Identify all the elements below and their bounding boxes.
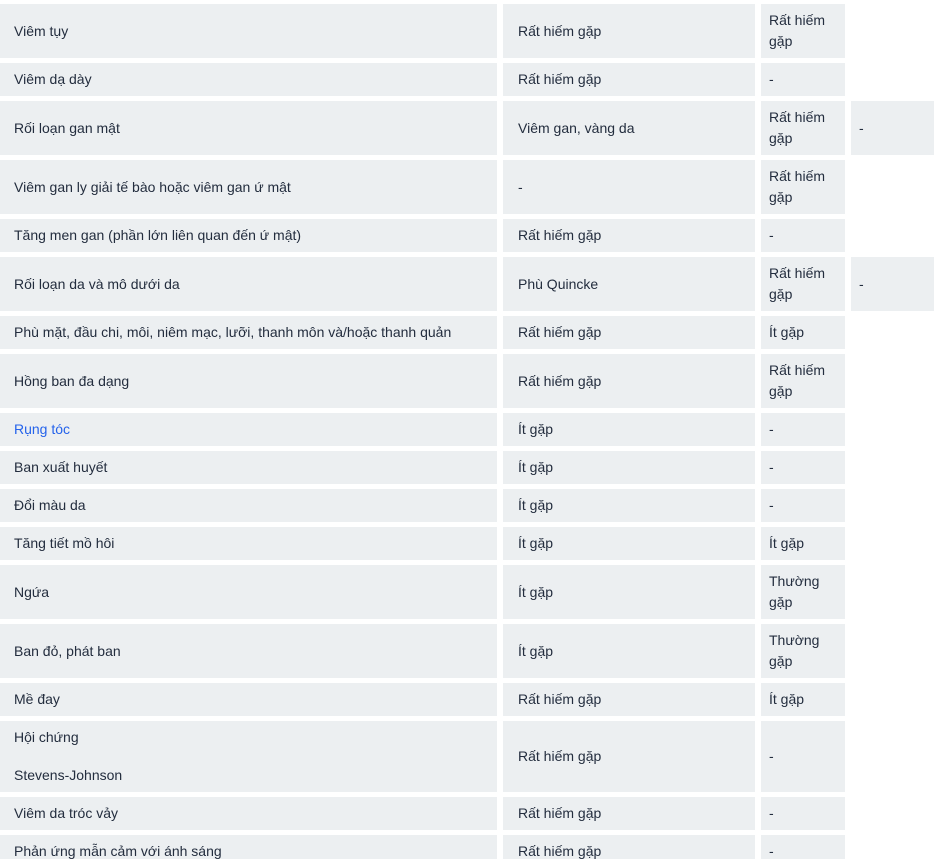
frequency-cell-1: Ít gặp (503, 451, 755, 484)
frequency-cell-3 (851, 527, 934, 560)
frequency-cell-2: - (761, 489, 845, 522)
frequency-cell-1: Rất hiếm gặp (503, 219, 755, 252)
frequency-cell-2: Rất hiếm gặp (761, 101, 845, 155)
table-row (0, 835, 934, 859)
effect-name-cell (0, 624, 497, 678)
effect-name-cell (0, 101, 497, 155)
frequency-cell-3: - (851, 101, 934, 155)
table-row (0, 354, 934, 408)
table-row (0, 316, 934, 349)
effect-name-text: Rối loạn da và mô dưới da (14, 275, 180, 292)
table-row (0, 257, 934, 311)
frequency-cell-1: Rất hiếm gặp (503, 354, 755, 408)
frequency-cell-3 (851, 835, 934, 859)
effect-name-text (14, 419, 70, 440)
effect-name-text: Viêm dạ dày (14, 71, 92, 87)
frequency-cell-2: Ít gặp (761, 316, 845, 349)
frequency-cell-2: - (761, 63, 845, 96)
frequency-cell-1: Rất hiếm gặp (503, 63, 755, 96)
table-row (0, 721, 934, 792)
effect-name-cell (0, 451, 497, 484)
frequency-cell-1: Rất hiếm gặp (503, 316, 755, 349)
frequency-cell-1: Ít gặp (503, 565, 755, 619)
frequency-cell-2: - (761, 451, 845, 484)
effect-name-text: Viêm gan ly giải tế bào hoặc viêm gan ứ mật (14, 178, 291, 195)
table-row (0, 413, 934, 446)
frequency-cell-2: - (761, 797, 845, 830)
effect-name-cell (0, 63, 497, 96)
effect-name-cell (0, 219, 497, 252)
frequency-cell-1: Rất hiếm gặp (503, 4, 755, 58)
table-row (0, 219, 934, 252)
effect-name-text: Ban xuất huyết (14, 459, 108, 475)
frequency-cell-2: Rất hiếm gặp (761, 4, 845, 58)
frequency-cell-1: Rất hiếm gặp (503, 835, 755, 859)
table-row (0, 797, 934, 830)
frequency-cell-3 (851, 624, 934, 678)
frequency-cell-1: Ít gặp (503, 489, 755, 522)
frequency-cell-3 (851, 413, 934, 446)
effect-name-cell (0, 721, 497, 792)
frequency-cell-3 (851, 160, 934, 214)
effect-name-cell (0, 489, 497, 522)
effect-name-text: Mề đay (14, 691, 60, 707)
frequency-cell-2: Rất hiếm gặp (761, 257, 845, 311)
frequency-cell-2: - (761, 835, 845, 859)
frequency-cell-1: Ít gặp (503, 413, 755, 446)
frequency-cell-1: - (503, 160, 755, 214)
effect-name-cell (0, 316, 497, 349)
effect-name-text: Stevens-Johnson (14, 767, 123, 783)
frequency-cell-3 (851, 4, 934, 58)
effect-name-text: Tăng tiết mồ hôi (14, 535, 115, 551)
frequency-cell-2: Ít gặp (761, 527, 845, 560)
frequency-cell-3 (851, 683, 934, 716)
effect-name-text: Tăng men gan (phần lớn liên quan đến ứ mật) (14, 227, 302, 243)
effect-name-text: Viêm tụy (14, 22, 69, 39)
frequency-cell-2: Rất hiếm gặp (761, 354, 845, 408)
effect-name-cell (0, 683, 497, 716)
effect-name-cell (0, 835, 497, 859)
frequency-cell-3 (851, 63, 934, 96)
effect-name-cell (0, 565, 497, 619)
effect-name-cell (0, 160, 497, 214)
effect-name-text: Hội chứng (14, 729, 79, 745)
frequency-cell-2: - (761, 219, 845, 252)
effect-name-text: Ban đỏ, phát ban (14, 642, 121, 659)
frequency-cell-3 (851, 451, 934, 484)
frequency-cell-3 (851, 565, 934, 619)
frequency-cell-2: - (761, 721, 845, 792)
frequency-cell-1: Ít gặp (503, 624, 755, 678)
effect-name-text: Rối loạn gan mật (14, 119, 120, 136)
frequency-cell-2: Rất hiếm gặp (761, 160, 845, 214)
frequency-cell-3 (851, 489, 934, 522)
effect-name-text: Phản ứng mẫn cảm với ánh sáng (14, 843, 222, 859)
effect-name-cell (0, 4, 497, 58)
table-row (0, 63, 934, 96)
frequency-cell-1: Ít gặp (503, 527, 755, 560)
effect-name-text: Ngứa (14, 583, 50, 600)
table-row (0, 4, 934, 58)
table-row (0, 624, 934, 678)
effect-name-cell (0, 797, 497, 830)
frequency-cell-2: Thường gặp (761, 624, 845, 678)
table-row (0, 565, 934, 619)
frequency-cell-1: Rất hiếm gặp (503, 721, 755, 792)
effect-link[interactable]: Rụng tóc (14, 421, 71, 437)
effect-name-cell (0, 527, 497, 560)
effect-name-cell (0, 257, 497, 311)
frequency-cell-3 (851, 219, 934, 252)
frequency-cell-1: Rất hiếm gặp (503, 683, 755, 716)
table-row (0, 160, 934, 214)
frequency-cell-1: Phù Quincke (503, 257, 755, 311)
table-row (0, 489, 934, 522)
frequency-cell-3 (851, 721, 934, 792)
frequency-cell-3 (851, 354, 934, 408)
frequency-cell-3 (851, 316, 934, 349)
effect-name-text: Phù mặt, đầu chi, môi, niêm mạc, lưỡi, thanh môn và/hoặc thanh quản (14, 324, 452, 340)
table-row (0, 101, 934, 155)
effect-name-cell (0, 413, 497, 446)
frequency-cell-2: Thường gặp (761, 565, 845, 619)
effect-name-cell (0, 354, 497, 408)
effect-name-text: Đổi màu da (14, 497, 86, 513)
frequency-cell-2: - (761, 413, 845, 446)
frequency-cell-3 (851, 797, 934, 830)
frequency-cell-2: Ít gặp (761, 683, 845, 716)
table-row (0, 683, 934, 716)
table-row (0, 451, 934, 484)
frequency-cell-1: Rất hiếm gặp (503, 797, 755, 830)
effect-name-text: Hồng ban đa dạng (14, 372, 130, 389)
frequency-cell-3: - (851, 257, 934, 311)
frequency-cell-1: Viêm gan, vàng da (503, 101, 755, 155)
table-row (0, 527, 934, 560)
effect-name-text: Viêm da tróc vảy (14, 805, 119, 821)
